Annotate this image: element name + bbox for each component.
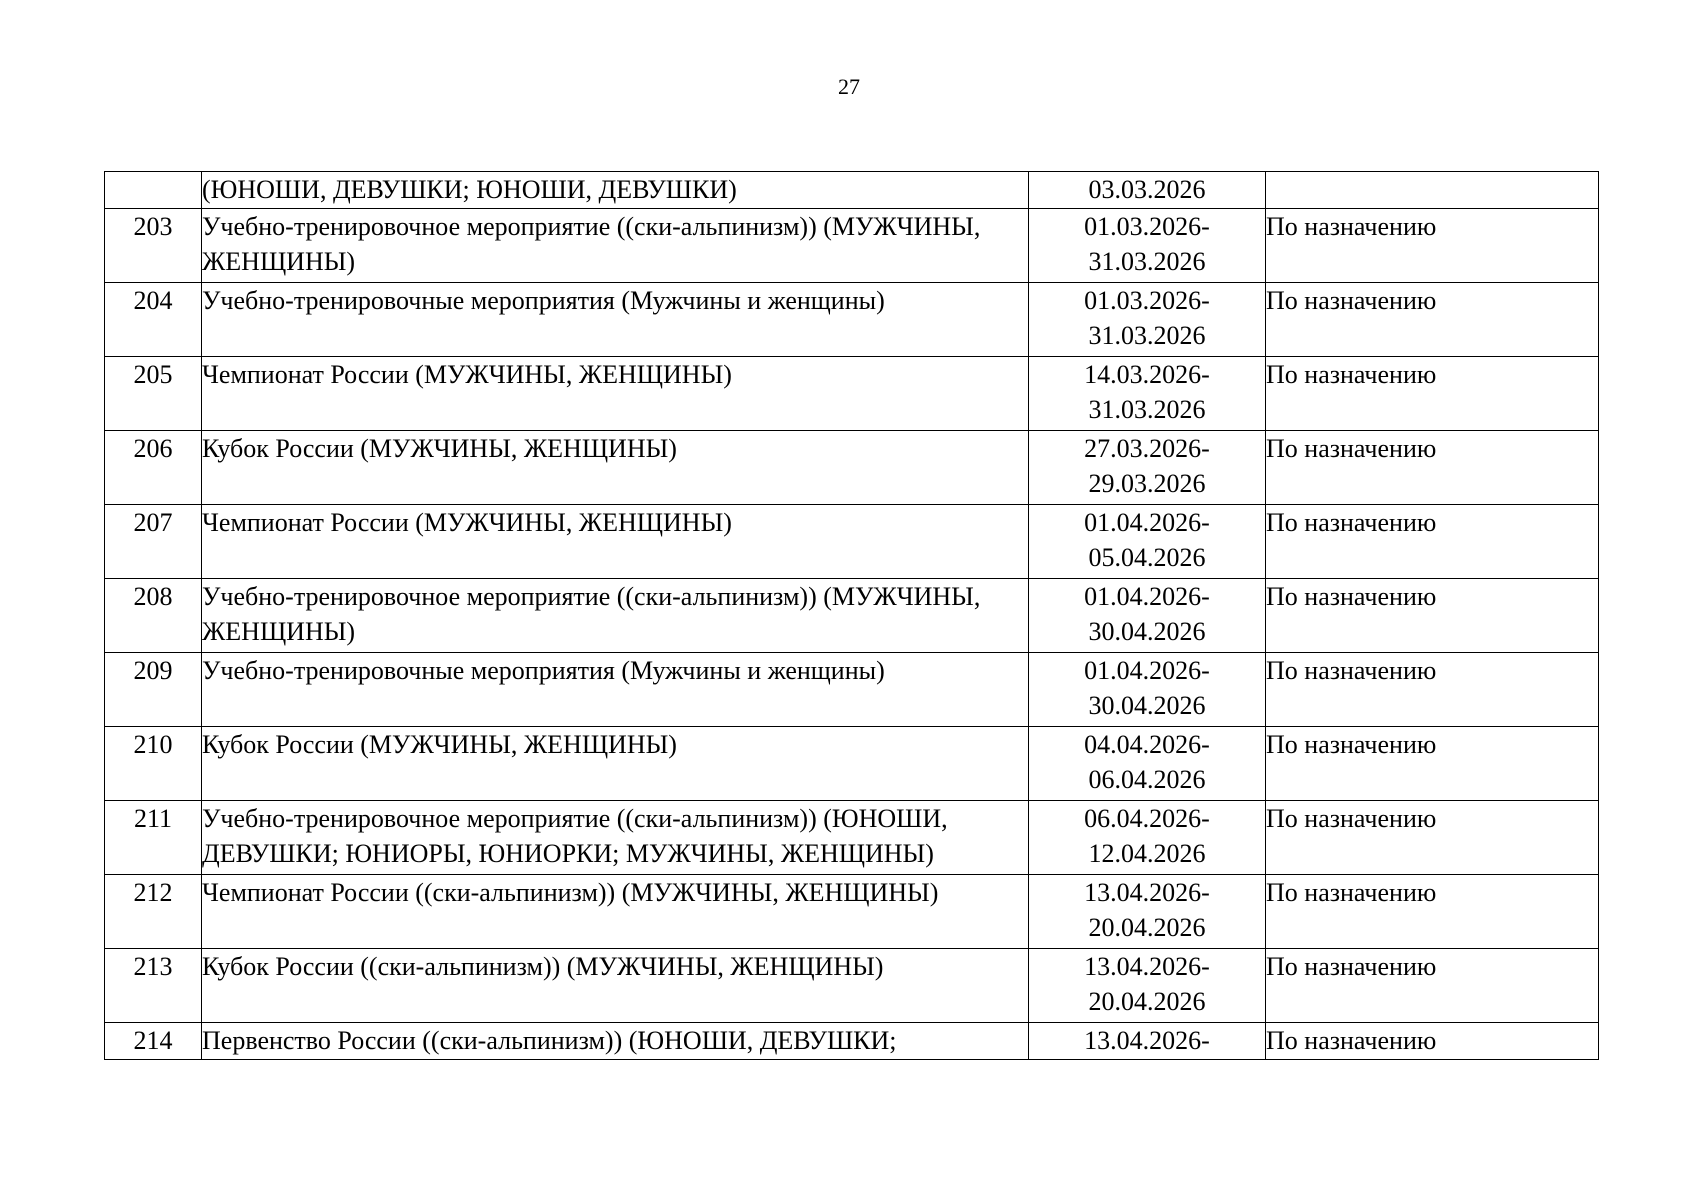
date-start: 01.04.2026- (1084, 656, 1210, 685)
event-name: Учебно-тренировочное мероприятие ((ски-альпинизм)) (МУЖЧИНЫ, ЖЕНЩИНЫ) (202, 209, 1029, 283)
event-dates (1029, 431, 1266, 505)
row-number: 204 (105, 283, 202, 357)
event-place: По назначению (1266, 653, 1599, 727)
row-number: 212 (105, 875, 202, 949)
row-number: 213 (105, 949, 202, 1023)
date-start: 13.04.2026- (1084, 952, 1210, 981)
event-name: Учебно-тренировочные мероприятия (Мужчины и женщины) (202, 653, 1029, 727)
row-number: 206 (105, 431, 202, 505)
event-name: Чемпионат России ((ски-альпинизм)) (МУЖЧИНЫ, ЖЕНЩИНЫ) (202, 875, 1029, 949)
date-start: 06.04.2026- (1084, 804, 1210, 833)
table-row (105, 875, 1599, 949)
event-name: Чемпионат России (МУЖЧИНЫ, ЖЕНЩИНЫ) (202, 505, 1029, 579)
date-start: 01.04.2026- (1084, 582, 1210, 611)
row-number (105, 172, 202, 209)
table-row (105, 357, 1599, 431)
date-start: 01.04.2026- (1084, 508, 1210, 537)
event-place: По назначению (1266, 431, 1599, 505)
row-number: 205 (105, 357, 202, 431)
date-start: 04.04.2026- (1084, 730, 1210, 759)
row-number: 208 (105, 579, 202, 653)
date-end: 06.04.2026 (1088, 765, 1206, 794)
event-dates (1029, 579, 1266, 653)
page-number: 27 (838, 74, 860, 99)
date-start: 03.03.2026 (1088, 175, 1206, 204)
event-place: По назначению (1266, 875, 1599, 949)
row-number: 209 (105, 653, 202, 727)
table-row (105, 579, 1599, 653)
event-dates (1029, 505, 1266, 579)
row-number: 214 (105, 1023, 202, 1060)
table-row (105, 801, 1599, 875)
date-end: 31.03.2026 (1088, 321, 1206, 350)
row-number: 210 (105, 727, 202, 801)
event-name: Кубок России (МУЖЧИНЫ, ЖЕНЩИНЫ) (202, 431, 1029, 505)
date-end: 31.03.2026 (1088, 395, 1206, 424)
event-place: По назначению (1266, 357, 1599, 431)
table-row (105, 653, 1599, 727)
event-place: По назначению (1266, 209, 1599, 283)
event-name: Чемпионат России (МУЖЧИНЫ, ЖЕНЩИНЫ) (202, 357, 1029, 431)
event-name: Учебно-тренировочное мероприятие ((ски-альпинизм)) (ЮНОШИ, ДЕВУШКИ; ЮНИОРЫ, ЮНИОРКИ; МУЖЧИНЫ, ЖЕНЩИНЫ) (202, 801, 1029, 875)
event-name: Учебно-тренировочное мероприятие ((ски-альпинизм)) (МУЖЧИНЫ, ЖЕНЩИНЫ) (202, 579, 1029, 653)
date-start: 01.03.2026- (1084, 212, 1210, 241)
event-place: По назначению (1266, 1023, 1599, 1060)
event-place: По назначению (1266, 949, 1599, 1023)
date-end: 05.04.2026 (1088, 543, 1206, 572)
event-place (1266, 172, 1599, 209)
date-start: 13.04.2026- (1084, 1026, 1210, 1055)
table-row (105, 283, 1599, 357)
event-place: По назначению (1266, 579, 1599, 653)
event-dates (1029, 209, 1266, 283)
event-dates (1029, 653, 1266, 727)
row-number: 207 (105, 505, 202, 579)
event-dates (1029, 875, 1266, 949)
table-row (105, 949, 1599, 1023)
events-table (104, 171, 1599, 1060)
event-dates (1029, 727, 1266, 801)
date-end: 12.04.2026 (1088, 839, 1206, 868)
event-place: По назначению (1266, 727, 1599, 801)
date-end: 20.04.2026 (1088, 987, 1206, 1016)
row-number: 203 (105, 209, 202, 283)
date-end: 29.03.2026 (1088, 469, 1206, 498)
table-row (105, 209, 1599, 283)
date-end: 31.03.2026 (1088, 247, 1206, 276)
table-row (105, 172, 1599, 209)
event-name: Учебно-тренировочные мероприятия (Мужчины и женщины) (202, 283, 1029, 357)
event-dates (1029, 283, 1266, 357)
date-end: 30.04.2026 (1088, 691, 1206, 720)
event-dates (1029, 949, 1266, 1023)
date-start: 01.03.2026- (1084, 286, 1210, 315)
event-place: По назначению (1266, 801, 1599, 875)
table-row (105, 1023, 1599, 1060)
event-name: Первенство России ((ски-альпинизм)) (ЮНОШИ, ДЕВУШКИ; (202, 1023, 1029, 1060)
event-name: Кубок России (МУЖЧИНЫ, ЖЕНЩИНЫ) (202, 727, 1029, 801)
date-end: 30.04.2026 (1088, 617, 1206, 646)
date-start: 27.03.2026- (1084, 434, 1210, 463)
event-dates (1029, 357, 1266, 431)
table-row (105, 505, 1599, 579)
row-number: 211 (105, 801, 202, 875)
event-name: (ЮНОШИ, ДЕВУШКИ; ЮНОШИ, ДЕВУШКИ) (202, 172, 1029, 209)
event-dates (1029, 801, 1266, 875)
date-start: 14.03.2026- (1084, 360, 1210, 389)
event-place: По назначению (1266, 505, 1599, 579)
event-dates (1029, 172, 1266, 209)
table-row (105, 431, 1599, 505)
date-end: 20.04.2026 (1088, 913, 1206, 942)
event-dates (1029, 1023, 1266, 1060)
table-row (105, 727, 1599, 801)
date-start: 13.04.2026- (1084, 878, 1210, 907)
event-place: По назначению (1266, 283, 1599, 357)
event-name: Кубок России ((ски-альпинизм)) (МУЖЧИНЫ, ЖЕНЩИНЫ) (202, 949, 1029, 1023)
